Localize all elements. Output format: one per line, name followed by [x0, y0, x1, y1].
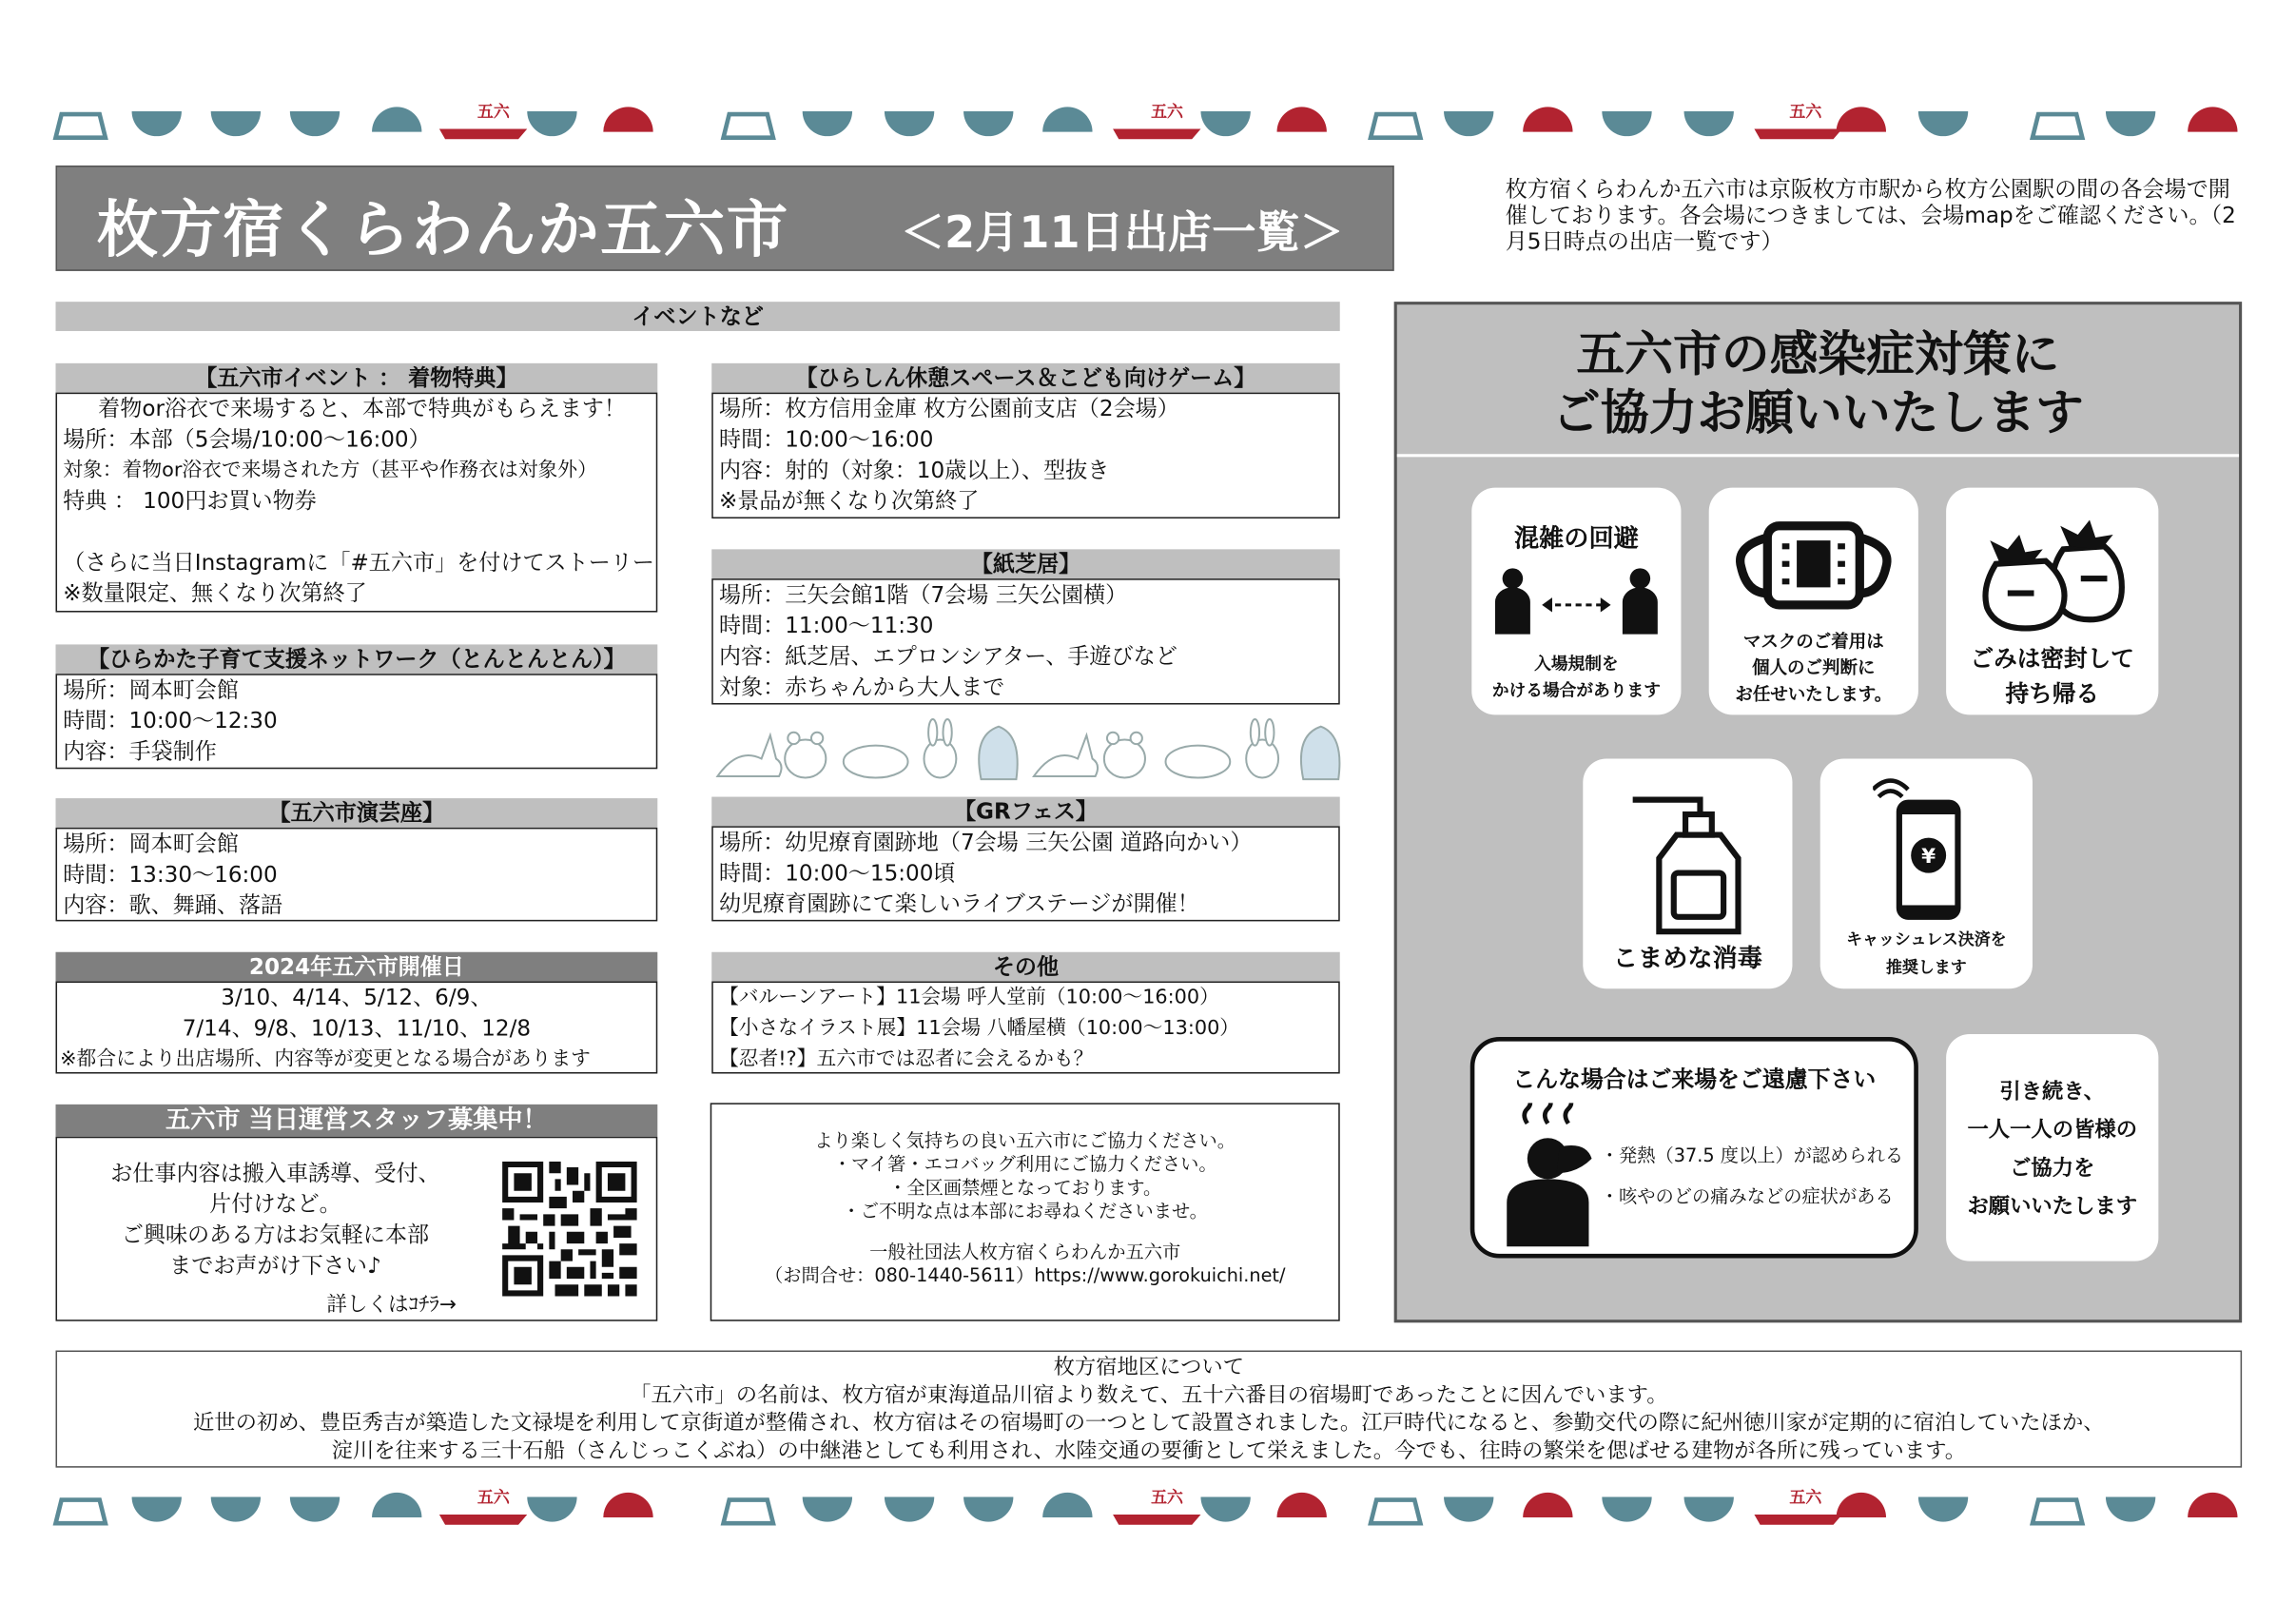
- grfes-line: 幼児療育園跡にて楽しいライブステージが開催！: [718, 890, 1199, 917]
- refrain-item: ・発熱（37.5 度以上）が認められる: [1600, 1144, 1904, 1166]
- thanks-text: ご協力を: [2010, 1157, 2095, 1181]
- notice-line: より楽しく気持ちの良い五六市にご協力ください。: [814, 1129, 1236, 1152]
- staff-box: [56, 1137, 658, 1321]
- crowd-note: かける場合があります: [1491, 679, 1661, 700]
- kimono-line: 着物or浴衣で来場すると、本部で特典がもらえます！: [98, 395, 626, 422]
- tonton-line: 内容：手袋制作: [63, 737, 217, 765]
- thanks-text: 引き続き、: [1999, 1081, 2106, 1105]
- dates-heading: 2024年五六市開催日: [56, 952, 658, 982]
- staff-line: ご興味のある方はお気軽に本部: [121, 1222, 430, 1248]
- grfes-line: 時間：10:00～15:00頃: [718, 859, 956, 887]
- deco-logo-text: 五六: [1151, 1488, 1183, 1508]
- card-cashless: [1820, 759, 2033, 989]
- others-line: 【忍者!?】五六市では忍者に会えるかも？: [718, 1046, 1094, 1071]
- qr-code-icon[interactable]: [502, 1162, 637, 1297]
- kamishibai-line: 場所：三矢会館1階（7会場 三矢公園横）: [718, 581, 1128, 608]
- notice-line: ・マイ箸・エコバッグ利用にご協力ください。: [832, 1152, 1217, 1175]
- kimono-line: 場所：本部（5会場/10:00～16:00）: [63, 426, 431, 453]
- kimono-box: [56, 393, 658, 613]
- crowd-note: 入場規制を: [1534, 653, 1619, 675]
- page-title: 枚方宿くらわんか五六市: [96, 193, 789, 265]
- dates-line: 7/14、9/8、10/13、11/10、12/8: [182, 1014, 532, 1042]
- notice-line: [711, 1223, 1338, 1241]
- card-thanks: [1946, 1034, 2158, 1261]
- cashless-text: 推奨します: [1886, 957, 1967, 977]
- refrain-title: こんな場合はご来場をご遠慮下さい: [1512, 1066, 1877, 1093]
- hirashin-box: [711, 393, 1339, 518]
- others-line: 【バルーンアート】11会場 呼人堂前（10:00～16:00）: [718, 986, 1219, 1009]
- history-line: 淀川を往来する三十石船（さんじっこくぶね）の中継港としても利用され、水陸交通の要衝として栄えました。今でも、往時の繁栄を偲ばせる建物が各所に残っています。: [331, 1439, 1967, 1464]
- smartphone-yen-icon: [1873, 776, 1981, 923]
- garbage-bag-icon: [1978, 505, 2125, 631]
- grfes-box: [711, 826, 1339, 921]
- notice-line: 一般社団法人枚方宿くらわんか五六市: [869, 1241, 1181, 1263]
- others-heading: その他: [711, 952, 1339, 982]
- svg-text:¥: ¥: [1921, 844, 1936, 869]
- kimono-line: 対象：着物or浴衣で来場された方（甚平や作務衣は対象外）: [63, 458, 597, 482]
- staff-more-link[interactable]: 詳しくはｺﾁﾗ→: [326, 1293, 457, 1318]
- engeiza-line: 場所：岡本町会館: [63, 830, 239, 857]
- mask-text: マスクのご着用は: [1742, 631, 1884, 653]
- hirashin-line: 場所：枚方信用金庫 枚方公園前支店（2会場）: [718, 395, 1179, 422]
- infection-title-line: 五六市の感染症対策に: [1576, 324, 2060, 382]
- notice-box: [710, 1103, 1340, 1320]
- kimono-heading: 【五六市イベント ： 着物特典】: [56, 363, 658, 393]
- hirashin-line: 内容：射的（対象：10歳以上）、型抜き: [718, 457, 1110, 484]
- hirashin-line: ※景品が無くなり次第終了: [718, 487, 980, 515]
- notice-contact[interactable]: （お問合せ：080-1440-5611）https://www.gorokuichi.net/: [764, 1263, 1286, 1286]
- kamishibai-line: 対象：赤ちゃんから大人まで: [718, 674, 1005, 700]
- dates-line: 3/10、4/14、5/12、6/9、: [221, 984, 493, 1011]
- others-box: [711, 982, 1339, 1074]
- staff-line: お仕事内容は搬入車誘導、受付、: [110, 1160, 440, 1187]
- cashless-text: キャッシュレス決済を: [1846, 929, 2007, 949]
- card-disinfect: [1583, 759, 1792, 989]
- deco-logo-text: 五六: [477, 102, 510, 122]
- thanks-text: お願いいたします: [1967, 1195, 2138, 1219]
- history-line: 「五六市」の名前は、枚方宿が東海道品川宿より数えて、五十六番目の宿場町であったことに因んでいます。: [630, 1383, 1668, 1408]
- mask-text: 個人のご判断に: [1752, 657, 1876, 678]
- engeiza-line: 時間：13:30～16:00: [63, 861, 278, 888]
- kamishibai-box: [711, 578, 1339, 704]
- deco-logo-text: 五六: [1789, 102, 1822, 122]
- kamishibai-heading: 【紙芝居】: [711, 549, 1339, 578]
- crowd-title: 混雑の回避: [1513, 524, 1639, 554]
- thanks-text: 一人一人の皆様の: [1967, 1119, 2138, 1143]
- notice-line: ・ご不明な点は本部にお尋ねくださいませ。: [842, 1199, 1208, 1222]
- infection-title: [1394, 325, 2242, 442]
- infection-title-line: ご協力お願いいたします: [1551, 383, 2084, 441]
- disinfect-label: こまめな消毒: [1612, 945, 1762, 974]
- hirashin-heading: 【ひらしん休憩スペース＆こども向けゲーム】: [711, 363, 1339, 393]
- grfes-line: 場所：幼児療育園跡地（7会場 三矢公園 道路向かい）: [718, 829, 1253, 856]
- panel-divider: [1397, 454, 2239, 457]
- deco-logo-text: 五六: [1151, 102, 1183, 122]
- kamishibai-line: 時間：11:00～11:30: [718, 612, 934, 639]
- kimono-line: [63, 517, 650, 547]
- sick-person-icon: [1498, 1103, 1604, 1249]
- engeiza-heading: 【五六市演芸座】: [56, 798, 658, 828]
- card-garbage: [1946, 488, 2158, 715]
- tonton-heading: 【ひらかた子育て支援ネットワーク（とんとんとん）】: [56, 644, 658, 674]
- page-subtitle: ＜2月11日出店一覧＞: [900, 207, 1344, 260]
- deco-logo-text: 五六: [477, 1488, 510, 1508]
- hirashin-line: 時間：10:00～16:00: [718, 426, 934, 453]
- others-line: 【小さなイラスト展】11会場 八幡屋横（10:00～13:00）: [718, 1016, 1240, 1041]
- staff-line: までお声がけ下さい♪: [169, 1252, 381, 1280]
- bowl-boat-border-bottom: [0, 1482, 2296, 1535]
- card-crowd: [1471, 488, 1681, 715]
- events-section-title: イベントなど: [56, 302, 1340, 331]
- card-mask: [1709, 488, 1918, 715]
- dates-note: ※都合により出店場所、内容等が変更となる場合があります: [60, 1046, 591, 1071]
- card-refrain: [1470, 1037, 1918, 1258]
- bowl-boat-border-top: [0, 97, 2296, 149]
- staff-heading: 五六市 当日運営スタッフ募集中！: [56, 1105, 658, 1137]
- dates-box: [56, 982, 658, 1074]
- people-distance-icon: [1484, 564, 1670, 637]
- sanitizer-bottle-icon: [1630, 785, 1747, 937]
- history-box: [56, 1351, 2243, 1468]
- notice-line: ・全区画禁煙となっております。: [888, 1176, 1162, 1199]
- history-title: 枚方宿地区について: [1053, 1356, 1245, 1380]
- animal-illustrations: [711, 714, 1341, 785]
- kimono-line: （さらに当日Instagramに「#五六市」を付けてストーリー: [63, 549, 655, 577]
- history-line: 近世の初め、豊臣秀吉が築造した文禄堤を利用して京街道が整備され、枚方宿はその宿場町の一つとして設置されました。江戸時代になると、参勤交代の際に紀州徳川家が定期的に宿泊していたほか、: [192, 1412, 2105, 1436]
- mask-icon: [1723, 517, 1903, 614]
- staff-line: 片付けなど。: [209, 1190, 341, 1218]
- mask-text: お任せいたします。: [1735, 683, 1893, 705]
- grfes-heading: 【GRフェス】: [711, 797, 1339, 827]
- refrain-item: ・咳やのどの痛みなどの症状がある: [1600, 1184, 1894, 1207]
- kamishibai-line: 内容：紙芝居、エプロンシアター、手遊びなど: [718, 642, 1177, 670]
- garbage-text: 持ち帰る: [2005, 679, 2100, 708]
- garbage-text: ごみは密封して: [1970, 644, 2134, 673]
- tonton-line: 場所：岡本町会館: [63, 676, 239, 704]
- engeiza-box: [56, 828, 658, 922]
- intro-text: 枚方宿くらわんか五六市は京阪枚方市駅から枚方公園駅の間の各会場で開催しております。各会場につきましては、会場mapをご確認ください。（2月5日時点の出店一覧です）: [1505, 175, 2236, 255]
- tonton-box: [56, 674, 658, 769]
- tonton-line: 時間：10:00～12:30: [63, 707, 278, 734]
- kimono-line: 特典 ： 100円お買い物券: [63, 487, 317, 515]
- deco-logo-text: 五六: [1789, 1488, 1822, 1508]
- kimono-line: ※数量限定、無くなり次第終了: [63, 579, 367, 607]
- engeiza-line: 内容：歌、舞踊、落語: [63, 891, 283, 919]
